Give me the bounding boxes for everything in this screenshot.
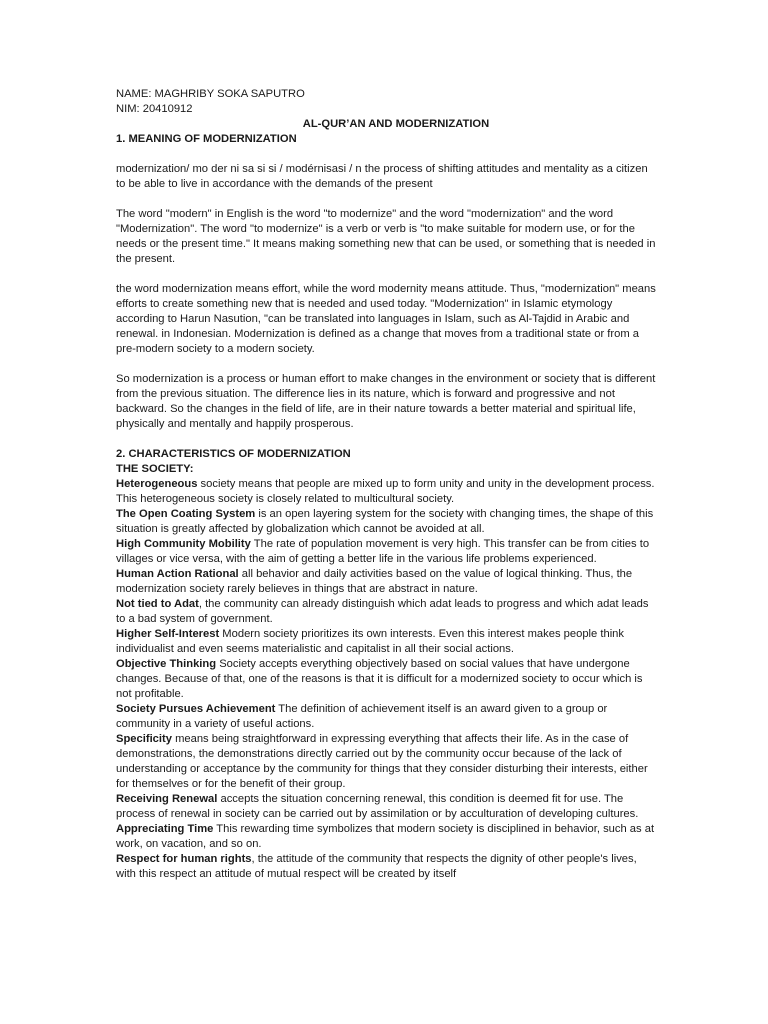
characteristic-item [116, 822, 656, 852]
characteristic-term: Objective Thinking [116, 658, 217, 670]
characteristic-item [116, 732, 656, 792]
paragraph: modernization/ mo der ni sa si si / modérnisasi / n the process of shifting attitudes and mentality as a citizen to be able to live in accordance with the demands of the present [116, 163, 648, 190]
characteristic-term: Higher Self-Interest [116, 628, 220, 640]
characteristic-item [116, 537, 656, 567]
characteristic-term: Respect for human rights [116, 853, 252, 865]
characteristic-term: Heterogeneous [116, 478, 198, 490]
characteristic-item [116, 657, 656, 702]
characteristic-text: Society accepts everything objectively based on social values that have undergone changes. Because of that, one of the reasons is that it is difficult for a modernized society to occur which is not profitable. [116, 658, 643, 700]
characteristic-item [116, 567, 656, 597]
characteristic-text: This rewarding time symbolizes that modern society is disciplined in behavior, such as at work, on vacation, and so on. [116, 823, 655, 850]
characteristic-text: The rate of population movement is very high. This transfer can be from cities to villages or vice versa, with the aim of getting a better life in the various life problems experienced. [116, 538, 650, 565]
characteristic-text: society means that people are mixed up to form unity and unity in the development process. This heterogeneous society is closely related to multicultural society. [116, 478, 655, 505]
characteristic-text: , the attitude of the community that respects the dignity of other people's lives, with this respect an attitude of mutual respect will be created by itself [116, 853, 637, 880]
characteristic-term: Appreciating Time [116, 823, 214, 835]
characteristic-text: The definition of achievement itself is an award given to a group or community in a variety of useful actions. [116, 703, 608, 730]
characteristic-term: Society Pursues Achievement [116, 703, 276, 715]
characteristic-term: Receiving Renewal [116, 793, 218, 805]
characteristic-text: accepts the situation concerning renewal, this condition is deemed fit for use. The process of renewal in society can be carried out by assimilation or by acculturation of developing cultures. [116, 793, 639, 820]
document-body [116, 87, 656, 882]
paragraph: So modernization is a process or human effort to make changes in the environment or society that is different from the previous situation. The difference lies in its nature, which is forward and progressive and not backward. So the changes in the field of life, are in their nature towards a better material and spiritual life, physically and mentally and happily prosperous. [116, 373, 656, 430]
characteristic-text: all behavior and daily activities based on the value of logical thinking. Thus, the modernization society rarely believes in things that are abstract in nature. [116, 568, 633, 595]
characteristic-term: Human Action Rational [116, 568, 239, 580]
section-2-heading: 2. CHARACTERISTICS OF MODERNIZATION [116, 448, 351, 460]
characteristic-item [116, 702, 656, 732]
characteristic-item [116, 597, 656, 627]
characteristic-text: Modern society prioritizes its own interests. Even this interest makes people think individualist and even seems materialistic and capitalist in all their social actions. [116, 628, 624, 655]
characteristic-item [116, 792, 656, 822]
characteristic-item [116, 507, 656, 537]
characteristic-term: Not tied to Adat [116, 598, 199, 610]
characteristic-item [116, 627, 656, 657]
paragraph: the word modernization means effort, while the word modernity means attitude. Thus, "modernization" means efforts to create something new that is needed and used today. "Modernization" in Islamic etymology according to Harun Nasution, "can be translated into languages in Islam, such as Al-Tajdid in Arabic and renewal. in Indonesian. Modernization is defined as a change that moves from a traditional state or from a pre-modern society to a modern society. [116, 283, 656, 355]
student-nim: NIM: 20410912 [116, 103, 193, 115]
characteristic-text: means being straightforward in expressing everything that affects their life. As in the case of demonstrations, the demonstrations directly carried out by the community occur because of the lack of understanding or acceptance by the community for things that they consider disturbing their interests, either for themselves or for the benefit of their group. [116, 733, 648, 790]
characteristic-item [116, 477, 656, 507]
document-title: AL-QUR’AN AND MODERNIZATION [302, 118, 490, 130]
characteristic-term: High Community Mobility [116, 538, 251, 550]
characteristic-item [116, 852, 656, 882]
section-2-subheading: THE SOCIETY: [116, 463, 194, 475]
characteristic-text: is an open layering system for the society with changing times, the shape of this situation is greatly affected by globalization which cannot be avoided at all. [116, 508, 654, 535]
paragraph: The word "modern" in English is the word "to modernize" and the word "modernization" and the word "Modernization". The word "to modernize" is a verb or verb is "to make suitable for modern use, or for the needs or the present time." It means making something new that can be used, or something that is needed in the present. [116, 208, 656, 265]
characteristic-text: , the community can already distinguish which adat leads to progress and which adat leads to a bad system of government. [116, 598, 649, 625]
student-name: NAME: MAGHRIBY SOKA SAPUTRO [116, 88, 305, 100]
characteristic-term: The Open Coating System [116, 508, 256, 520]
section-1-heading: 1. MEANING OF MODERNIZATION [116, 133, 297, 145]
characteristic-term: Specificity [116, 733, 172, 745]
